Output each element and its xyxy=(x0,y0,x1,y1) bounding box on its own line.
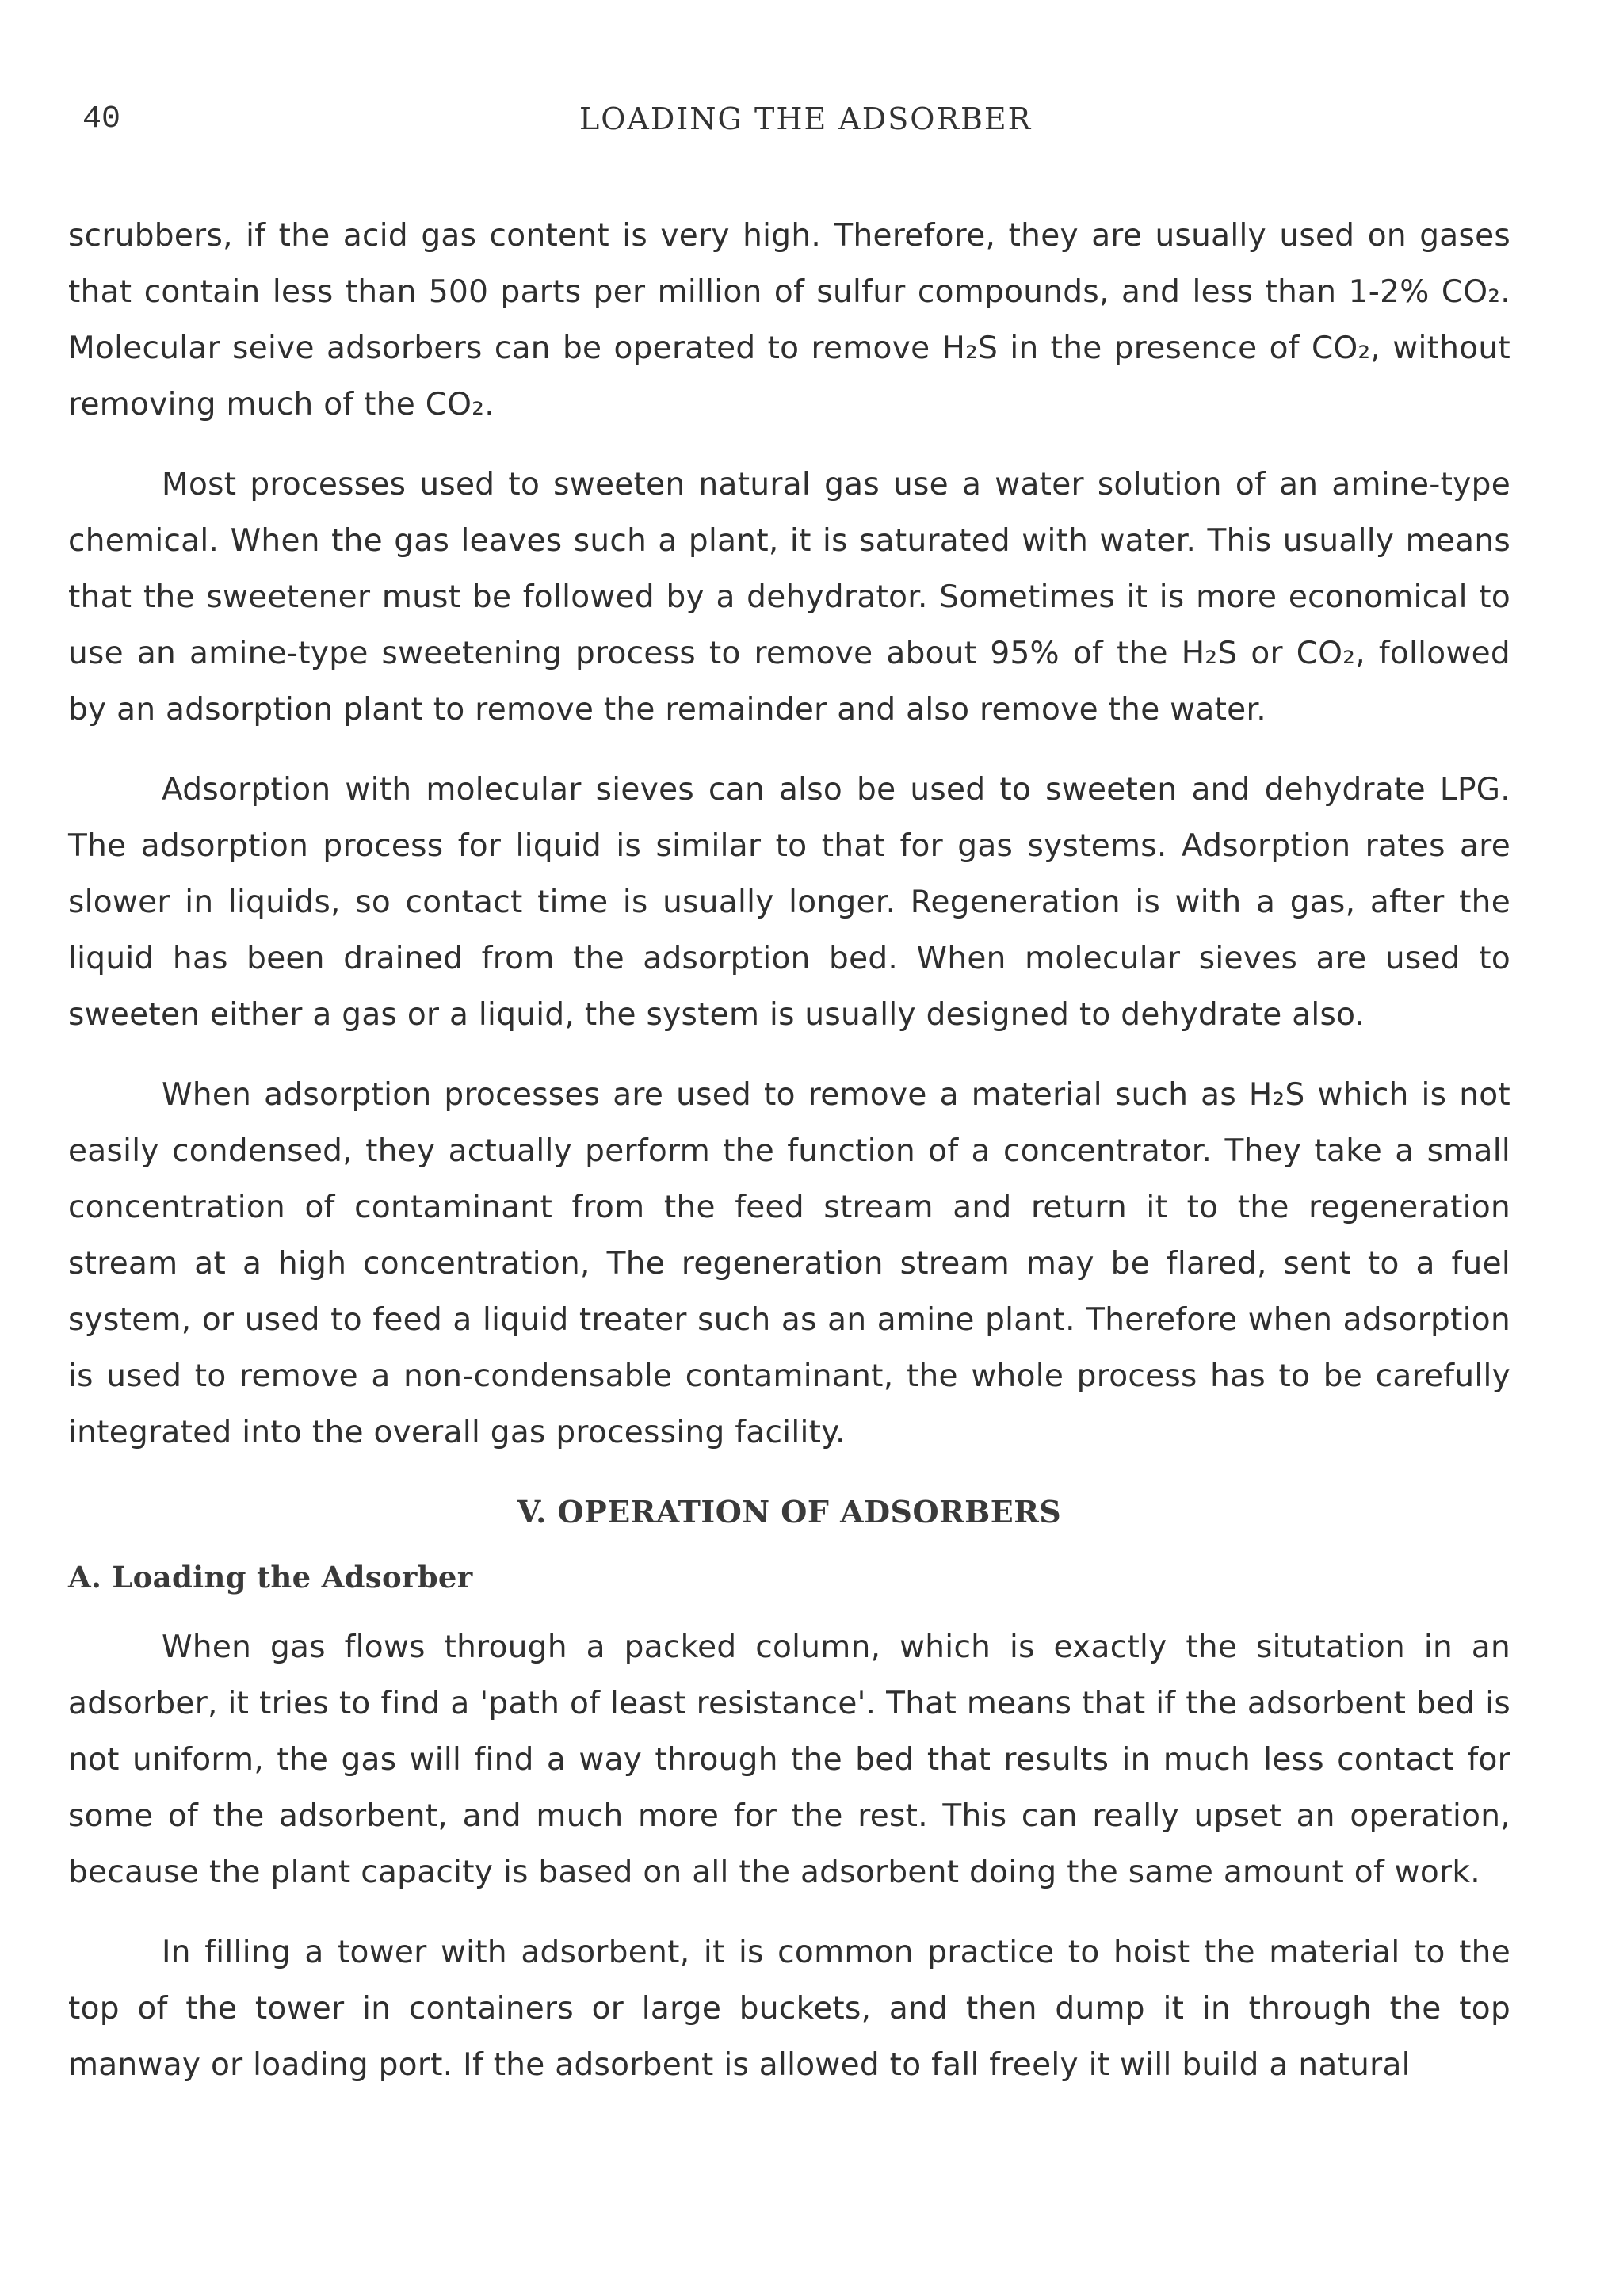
paragraph-sweetening: Most processes used to sweeten natural gas use a water solution of an amine-type chemical. When the gas leaves such a plant, it is saturated with water. This usually means that the sweetener must be followed by a dehydrator. Sometimes it is more economical to use an amine-type sweetening process to remove about 95% of the H₂S or CO₂, followed by an adsorption plant to remove the remainder and also remove the water. xyxy=(68,467,1510,728)
paragraph-concentrator: When adsorption processes are used to remove a material such as H₂S which is not easily condensed, they actually perform the function of a concentrator. They take a small concentration of contaminant from the feed stream and return it to the regeneration stream at a high concentration, The regeneration stream may be flared, sent to a fuel system, or used to feed a liquid treater such as an amine plant. Therefore when adsorption is used to remove a non-condensable contaminant, the whole process has to be carefully integrated into the overall gas processing facility. xyxy=(68,1077,1510,1450)
running-title: LOADING THE ADSORBER xyxy=(579,101,1033,136)
page-number: 40 xyxy=(82,101,121,137)
subsection-heading: A. Loading the Adsorber xyxy=(68,1560,473,1595)
section-heading: V. OPERATION OF ADSORBERS xyxy=(517,1494,1062,1530)
running-header xyxy=(82,101,1509,149)
paragraph-filling-tower: In filling a tower with adsorbent, it is common practice to hoist the material to the top of the tower in containers or large buckets, and then dump it in through the top manway or loading port. If the adsorbent is allowed to fall freely it will build a natural xyxy=(68,1935,1510,2083)
body-text xyxy=(68,208,1510,2117)
paragraph-scrubbers: scrubbers, if the acid gas content is very high. Therefore, they are usually used on gases that contain less than 500 parts per million of sulfur compounds, and less than 1-2% CO₂. Molecular seive adsorbers can be operated to remove H₂S in the presence of CO₂, without removing much of the CO₂. xyxy=(68,218,1510,422)
paragraph-packed-column: When gas flows through a packed column, which is exactly the situtation in an adsorber, it tries to find a 'path of least resistance'. That means that if the adsorbent bed is not uniform, the gas will find a way through the bed that results in much less contact for some of the adsorbent, and much more for the rest. This can really upset an operation, because the plant capacity is based on all the adsorbent doing the same amount of work. xyxy=(68,1629,1510,1890)
paragraph-lpg: Adsorption with molecular sieves can also be used to sweeten and dehydrate LPG. The adsorption process for liquid is similar to that for gas systems. Adsorption rates are slower in liquids, so contact time is usually longer. Regeneration is with a gas, after the liquid has been drained from the adsorption bed. When molecular sieves are used to sweeten either a gas or a liquid, the system is usually designed to dehydrate also. xyxy=(68,772,1510,1033)
